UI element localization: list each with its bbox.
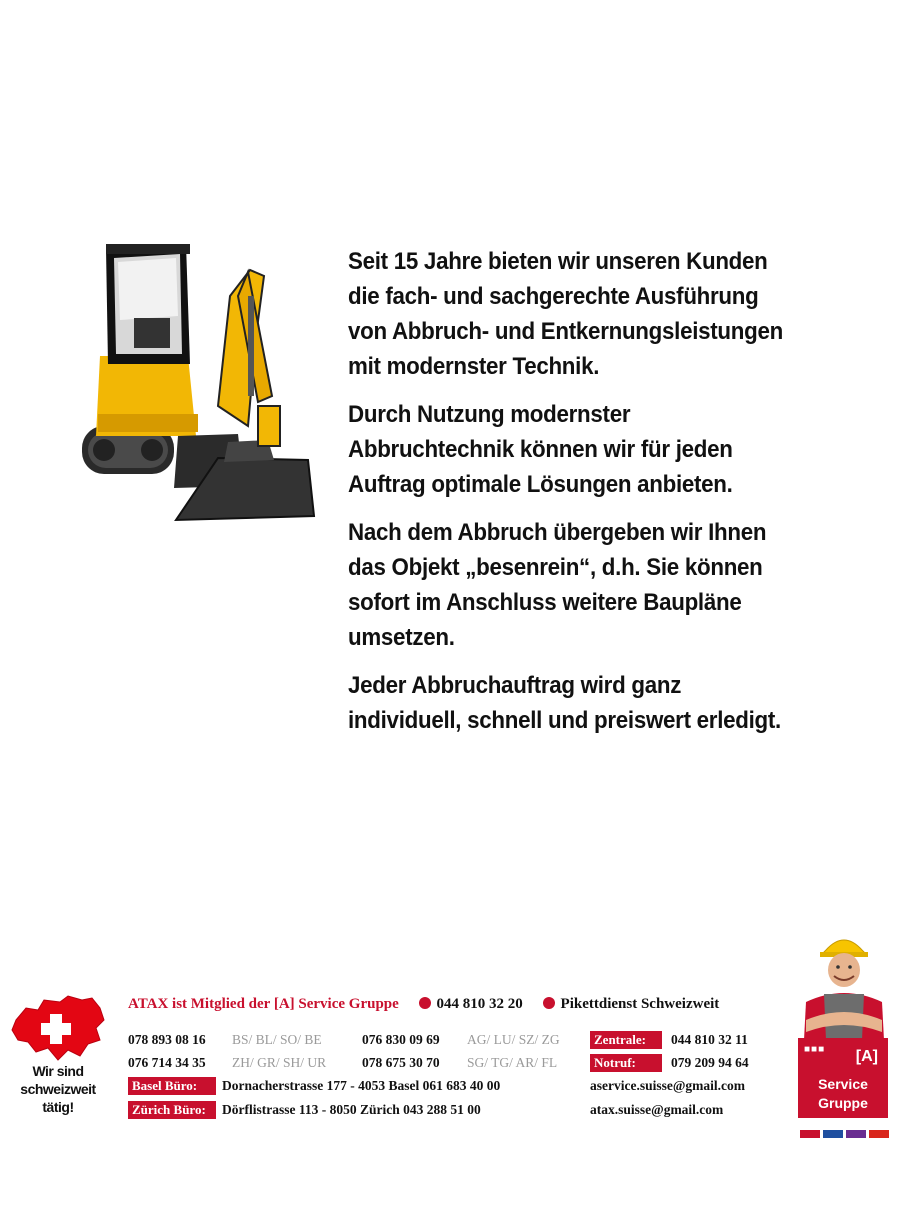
logo-line-1: Service <box>818 1076 868 1092</box>
main-phone: 044 810 32 20 <box>436 996 523 1012</box>
phone-sg: 078 675 30 70 <box>362 1055 440 1070</box>
zuerich-email[interactable]: atax.suisse@gmail.com <box>590 1102 724 1117</box>
paragraph-4: Jeder Abbruchauftrag wird ganz individuell, schnell und preiswert erledigt. <box>348 672 781 734</box>
regions-zh: ZH/ GR/ SH/ UR <box>232 1055 327 1070</box>
regions-ag: AG/ LU/ SZ/ ZG <box>467 1032 560 1047</box>
member-text: ATAX ist Mitglied der [A] Service Gruppe <box>128 996 399 1012</box>
paragraph-2: Durch Nutzung modernster Abbruchtechnik können wir für jeden Auftrag optimale Lösungen anbieten. <box>348 401 733 498</box>
basel-email[interactable]: aservice.suisse@gmail.com <box>590 1078 746 1093</box>
paragraph-1: Seit 15 Jahre bieten wir unseren Kunden die fach- und sachgerechte Ausführung von Abbruch- und Entkernungsleistungen mit modernster Technik. <box>348 248 783 380</box>
bullet-icon <box>419 997 431 1009</box>
phone-bs: 078 893 08 16 <box>128 1032 206 1047</box>
zentrale-label: Zentrale: <box>590 1031 662 1049</box>
footer <box>0 930 921 1216</box>
basel-label: Basel Büro: <box>128 1077 216 1095</box>
regions-bs: BS/ BL/ SO/ BE <box>232 1032 322 1047</box>
logo-line-2: Gruppe <box>818 1095 868 1111</box>
basel-address: Dornacherstrasse 177 - 4053 Basel 061 683 40 00 <box>222 1078 501 1093</box>
switzerland-map-icon <box>8 990 108 1062</box>
member-line <box>128 996 719 1013</box>
zuerich-address: Dörflistrasse 113 - 8050 Zürich 043 288 51 00 <box>222 1102 481 1117</box>
logo-bracket: [A] <box>855 1048 878 1065</box>
phone-zh: 076 714 34 35 <box>128 1055 206 1070</box>
swiss-caption: Wir sind schweizweit tätig! <box>20 1063 96 1115</box>
logo-squares-icon: ■■■ <box>804 1044 826 1055</box>
pikett-text: Pikettdienst Schweizweit <box>560 996 720 1012</box>
partner-logos-icon <box>800 1128 890 1140</box>
regions-sg: SG/ TG/ AR/ FL <box>467 1055 558 1070</box>
excavator-image <box>78 236 318 536</box>
zentrale-phone: 044 810 32 11 <box>671 1032 748 1047</box>
service-gruppe-logo <box>798 1038 888 1118</box>
zuerich-label: Zürich Büro: <box>128 1101 216 1119</box>
worker-image <box>796 930 892 1040</box>
paragraph-3: Nach dem Abbruch übergeben wir Ihnen das Objekt „besenrein“, d.h. Sie können sofort im Anschluss weitere Baupläne umsetzen. <box>348 519 767 651</box>
notruf-phone: 079 209 94 64 <box>671 1055 749 1070</box>
intro-text <box>348 244 785 751</box>
notruf-label: Notruf: <box>590 1054 662 1072</box>
bullet-icon <box>543 997 555 1009</box>
phone-ag: 076 830 09 69 <box>362 1032 440 1047</box>
